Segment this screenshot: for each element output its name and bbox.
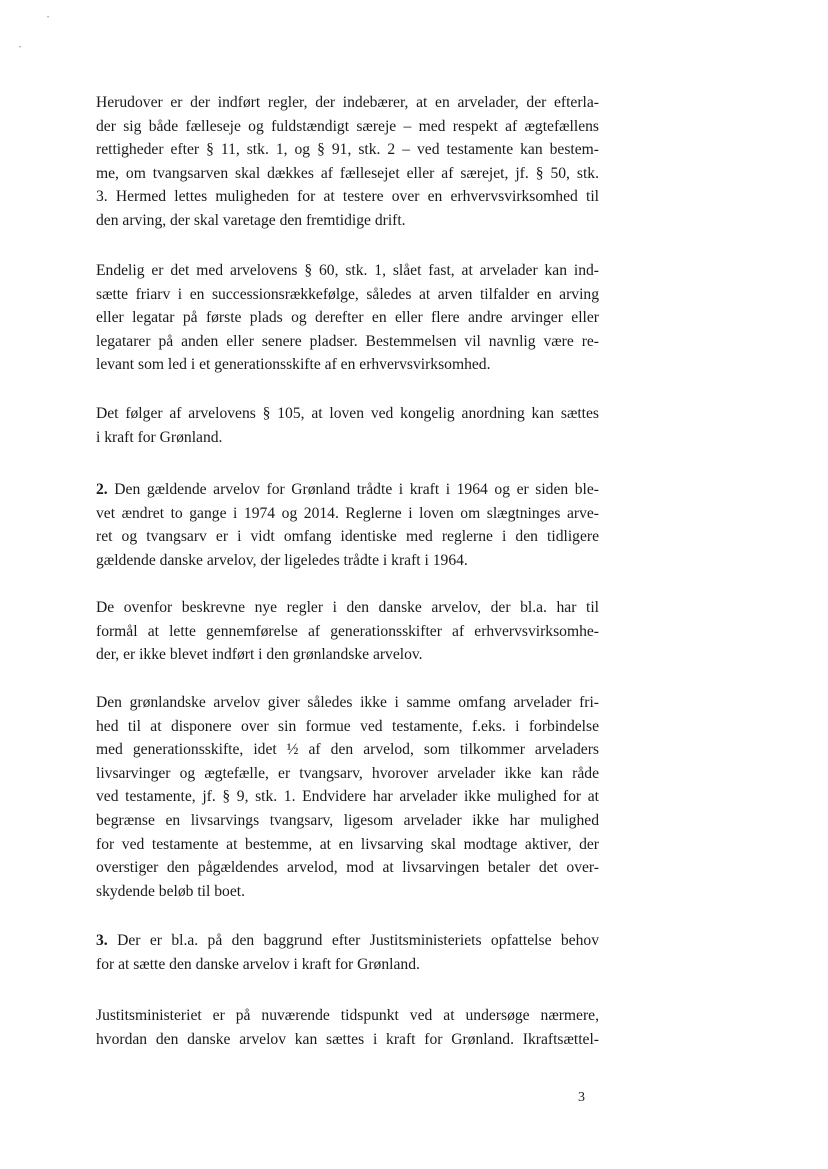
- paragraph: [96, 478, 599, 572]
- text-line: ved testamente, jf. § 9, stk. 1. Endvidere har arvelader ikke mulighed for at: [96, 788, 599, 806]
- text-line: med generationsskifte, idet ½ af den arvelod, som tilkommer arveladers: [96, 741, 599, 759]
- text-line: 3. Hermed lettes muligheden for at testere over en erhvervsvirksomhed til: [96, 188, 599, 206]
- paragraph: [96, 1004, 599, 1051]
- text-line: Den grønlandske arvelov giver således ikke i samme omfang arvelader fri-: [96, 694, 599, 711]
- text-line: Endelig er det med arvelovens § 60, stk. 1, slået fast, at arvelader kan ind-: [96, 262, 599, 279]
- paragraph: [96, 691, 599, 903]
- text-line: Justitsministeriet er på nuværende tidspunkt ved at undersøge nærmere,: [96, 1007, 599, 1024]
- text-line: der, er ikke blevet indført i den grønlandske arvelov.: [96, 646, 423, 664]
- text-line: eller legatar på første plads og derefter en eller flere andre arvinger eller: [96, 309, 599, 327]
- text-line: hvordan den danske arvelov kan sættes i kraft for Grønland. Ikraftsættel-: [96, 1030, 599, 1048]
- page-number: 3: [578, 1090, 585, 1105]
- text-line: Herudover er der indført regler, der indebærer, at en arvelader, der efterla-: [96, 94, 599, 111]
- text-line: Det følger af arvelovens § 105, at loven ved kongelig anordning kan sættes: [96, 405, 599, 422]
- text-line: ret og tvangsarv er i vidt omfang identiske med reglerne i den tidligere: [96, 528, 599, 546]
- text-line: for ved testamente at bestemme, at en livsarving skal modtage aktiver, der: [96, 835, 599, 853]
- text-line: sætte friarv i en successionsrækkefølge, således at arven tilfalder en arving: [96, 285, 599, 303]
- text-line: vet ændret to gange i 1974 og 2014. Reglerne i loven om slægtninges arve-: [96, 504, 599, 522]
- text-span: Der er bl.a. på den baggrund efter Justitsministeriets opfattelse behov: [107, 932, 599, 949]
- scan-speck: •: [47, 15, 50, 21]
- text-span: Den gældende arvelov for Grønland trådte i kraft i 1964 og er siden ble-: [107, 481, 599, 498]
- text-line: rettigheder efter § 11, stk. 1, og § 91, stk. 2 – ved testamente kan bestem-: [96, 141, 599, 159]
- text-line: i kraft for Grønland.: [96, 428, 223, 446]
- section-number: 3.: [96, 932, 108, 949]
- section-number: 2.: [96, 481, 108, 498]
- paragraph: [96, 259, 599, 377]
- paragraph: [96, 91, 599, 233]
- text-line: [96, 478, 599, 502]
- text-line: me, om tvangsarven skal dækkes af fællesejet eller af særejet, jf. § 50, stk.: [96, 164, 599, 182]
- paragraph: [96, 596, 599, 667]
- text-line: legatarer på anden eller senere pladser. Bestemmelsen vil navnlig være re-: [96, 332, 599, 350]
- text-line: overstiger den pågældendes arvelod, mod at livsarvingen betaler det over-: [96, 859, 599, 877]
- text-line: den arving, der skal varetage den fremtidige drift.: [96, 211, 406, 229]
- text-line: De ovenfor beskrevne nye regler i den danske arvelov, der bl.a. har til: [96, 599, 599, 616]
- text-line: begrænse en livsarvings tvangsarv, ligesom arvelader ikke har mulighed: [96, 811, 599, 829]
- text-line: [96, 929, 599, 953]
- text-line: for at sætte den danske arvelov i kraft for Grønland.: [96, 955, 420, 973]
- paragraph: [96, 402, 599, 449]
- text-line: formål at lette gennemførelse af generationsskifter af erhvervsvirksomhe-: [96, 622, 599, 640]
- scan-speck: •: [19, 45, 22, 51]
- text-line: levant som led i et generationsskifte af en erhvervsvirksomhed.: [96, 356, 491, 374]
- text-line: hed til at disponere over sin formue ved testamente, f.eks. i forbindelse: [96, 717, 599, 735]
- paragraph: [96, 929, 599, 976]
- text-line: der sig både fælleseje og fuldstændigt særeje – med respekt af ægtefællens: [96, 117, 599, 135]
- text-line: livsarvinger og ægtefælle, er tvangsarv, hvorover arvelader ikke kan råde: [96, 764, 599, 782]
- text-line: skydende beløb til boet.: [96, 882, 245, 900]
- text-line: gældende danske arvelov, der ligeledes trådte i kraft i 1964.: [96, 551, 468, 569]
